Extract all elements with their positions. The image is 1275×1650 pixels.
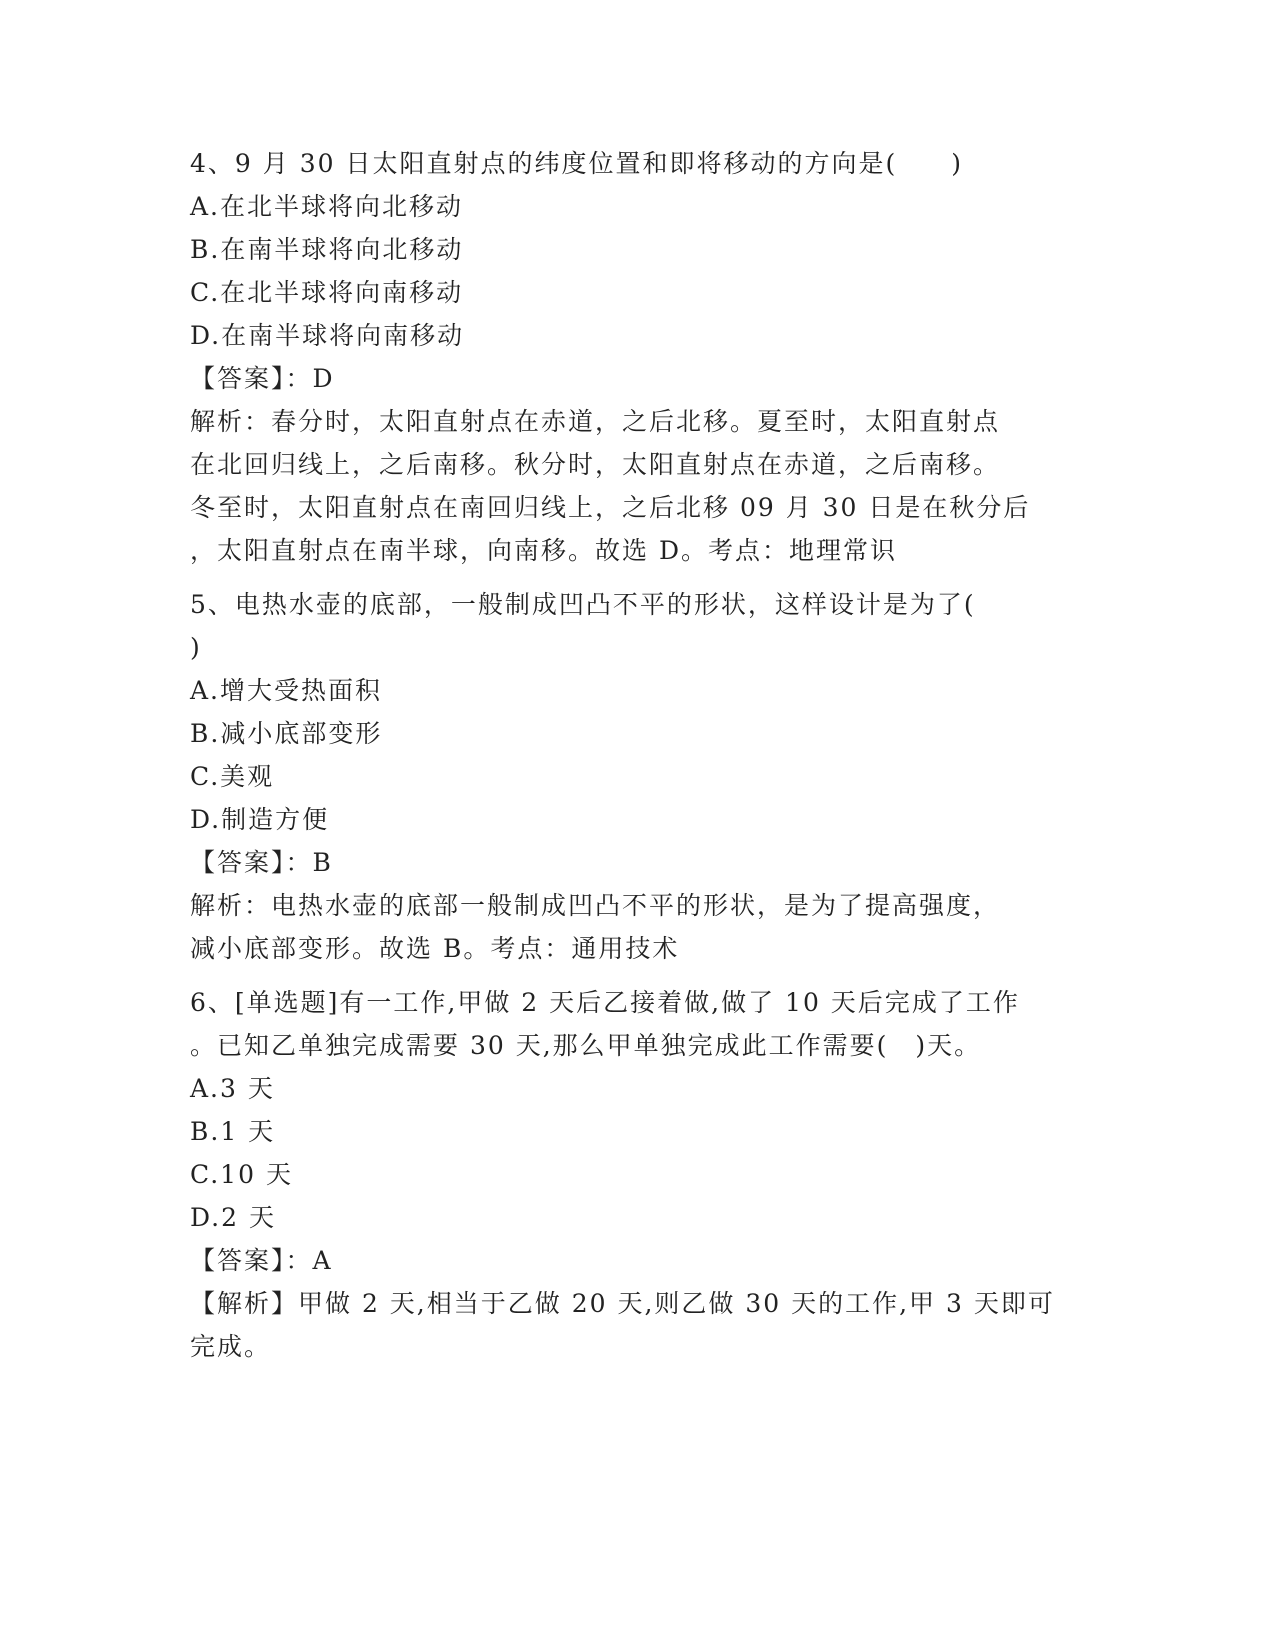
analysis-line: 【解析】甲做 2 天,相当于乙做 20 天,则乙做 30 天的工作,甲 3 天即可 — [190, 1289, 1055, 1318]
option-d: D.在南半球将向南移动 — [190, 321, 465, 350]
question-stem: ) — [190, 633, 202, 662]
analysis-line: 在北回归线上，之后南移。秋分时，太阳直射点在赤道，之后南移。 — [190, 450, 1001, 479]
answer: 【答案】：D — [190, 364, 335, 393]
question-gap — [190, 572, 1070, 583]
document-content — [190, 142, 1070, 1368]
analysis-line: 冬至时，太阳直射点在南回归线上，之后北移 09 月 30 日是在秋分后 — [190, 493, 1031, 522]
option-c: C.在北半球将向南移动 — [190, 278, 464, 307]
question-block-5 — [190, 583, 1070, 970]
option-a: A.增大受热面积 — [190, 676, 383, 705]
question-stem: 5、电热水壶的底部，一般制成凹凸不平的形状，这样设计是为了( — [190, 590, 976, 619]
analysis-line: 解析：电热水壶的底部一般制成凹凸不平的形状，是为了提高强度， — [190, 891, 1001, 920]
question-gap — [190, 970, 1070, 981]
analysis-line: 解析：春分时，太阳直射点在赤道，之后北移。夏至时，太阳直射点 — [190, 407, 1001, 436]
option-c: C.美观 — [190, 762, 275, 791]
question-block-4 — [190, 142, 1070, 572]
question-stem: 4、9 月 30 日太阳直射点的纬度位置和即将移动的方向是( ) — [190, 149, 963, 178]
analysis-line: 完成。 — [190, 1332, 272, 1361]
answer: 【答案】：A — [190, 1246, 333, 1275]
option-a: A.3 天 — [190, 1074, 275, 1103]
option-d: D.2 天 — [190, 1203, 276, 1232]
question-block-6 — [190, 981, 1070, 1368]
option-b: B.减小底部变形 — [190, 719, 383, 748]
option-b: B.1 天 — [190, 1117, 276, 1146]
option-d: D.制造方便 — [190, 805, 330, 834]
option-b: B.在南半球将向北移动 — [190, 235, 464, 264]
question-stem: 6、[单选题]有一工作,甲做 2 天后乙接着做,做了 10 天后完成了工作 — [190, 988, 1020, 1017]
analysis-line: ，太阳直射点在南半球，向南移。故选 D。考点：地理常识 — [190, 536, 897, 565]
option-a: A.在北半球将向北移动 — [190, 192, 464, 221]
option-c: C.10 天 — [190, 1160, 293, 1189]
question-stem: 。已知乙单独完成需要 30 天,那么甲单独完成此工作需要( )天。 — [190, 1031, 982, 1060]
answer: 【答案】：B — [190, 848, 333, 877]
analysis-line: 减小底部变形。故选 B。考点：通用技术 — [190, 934, 680, 963]
